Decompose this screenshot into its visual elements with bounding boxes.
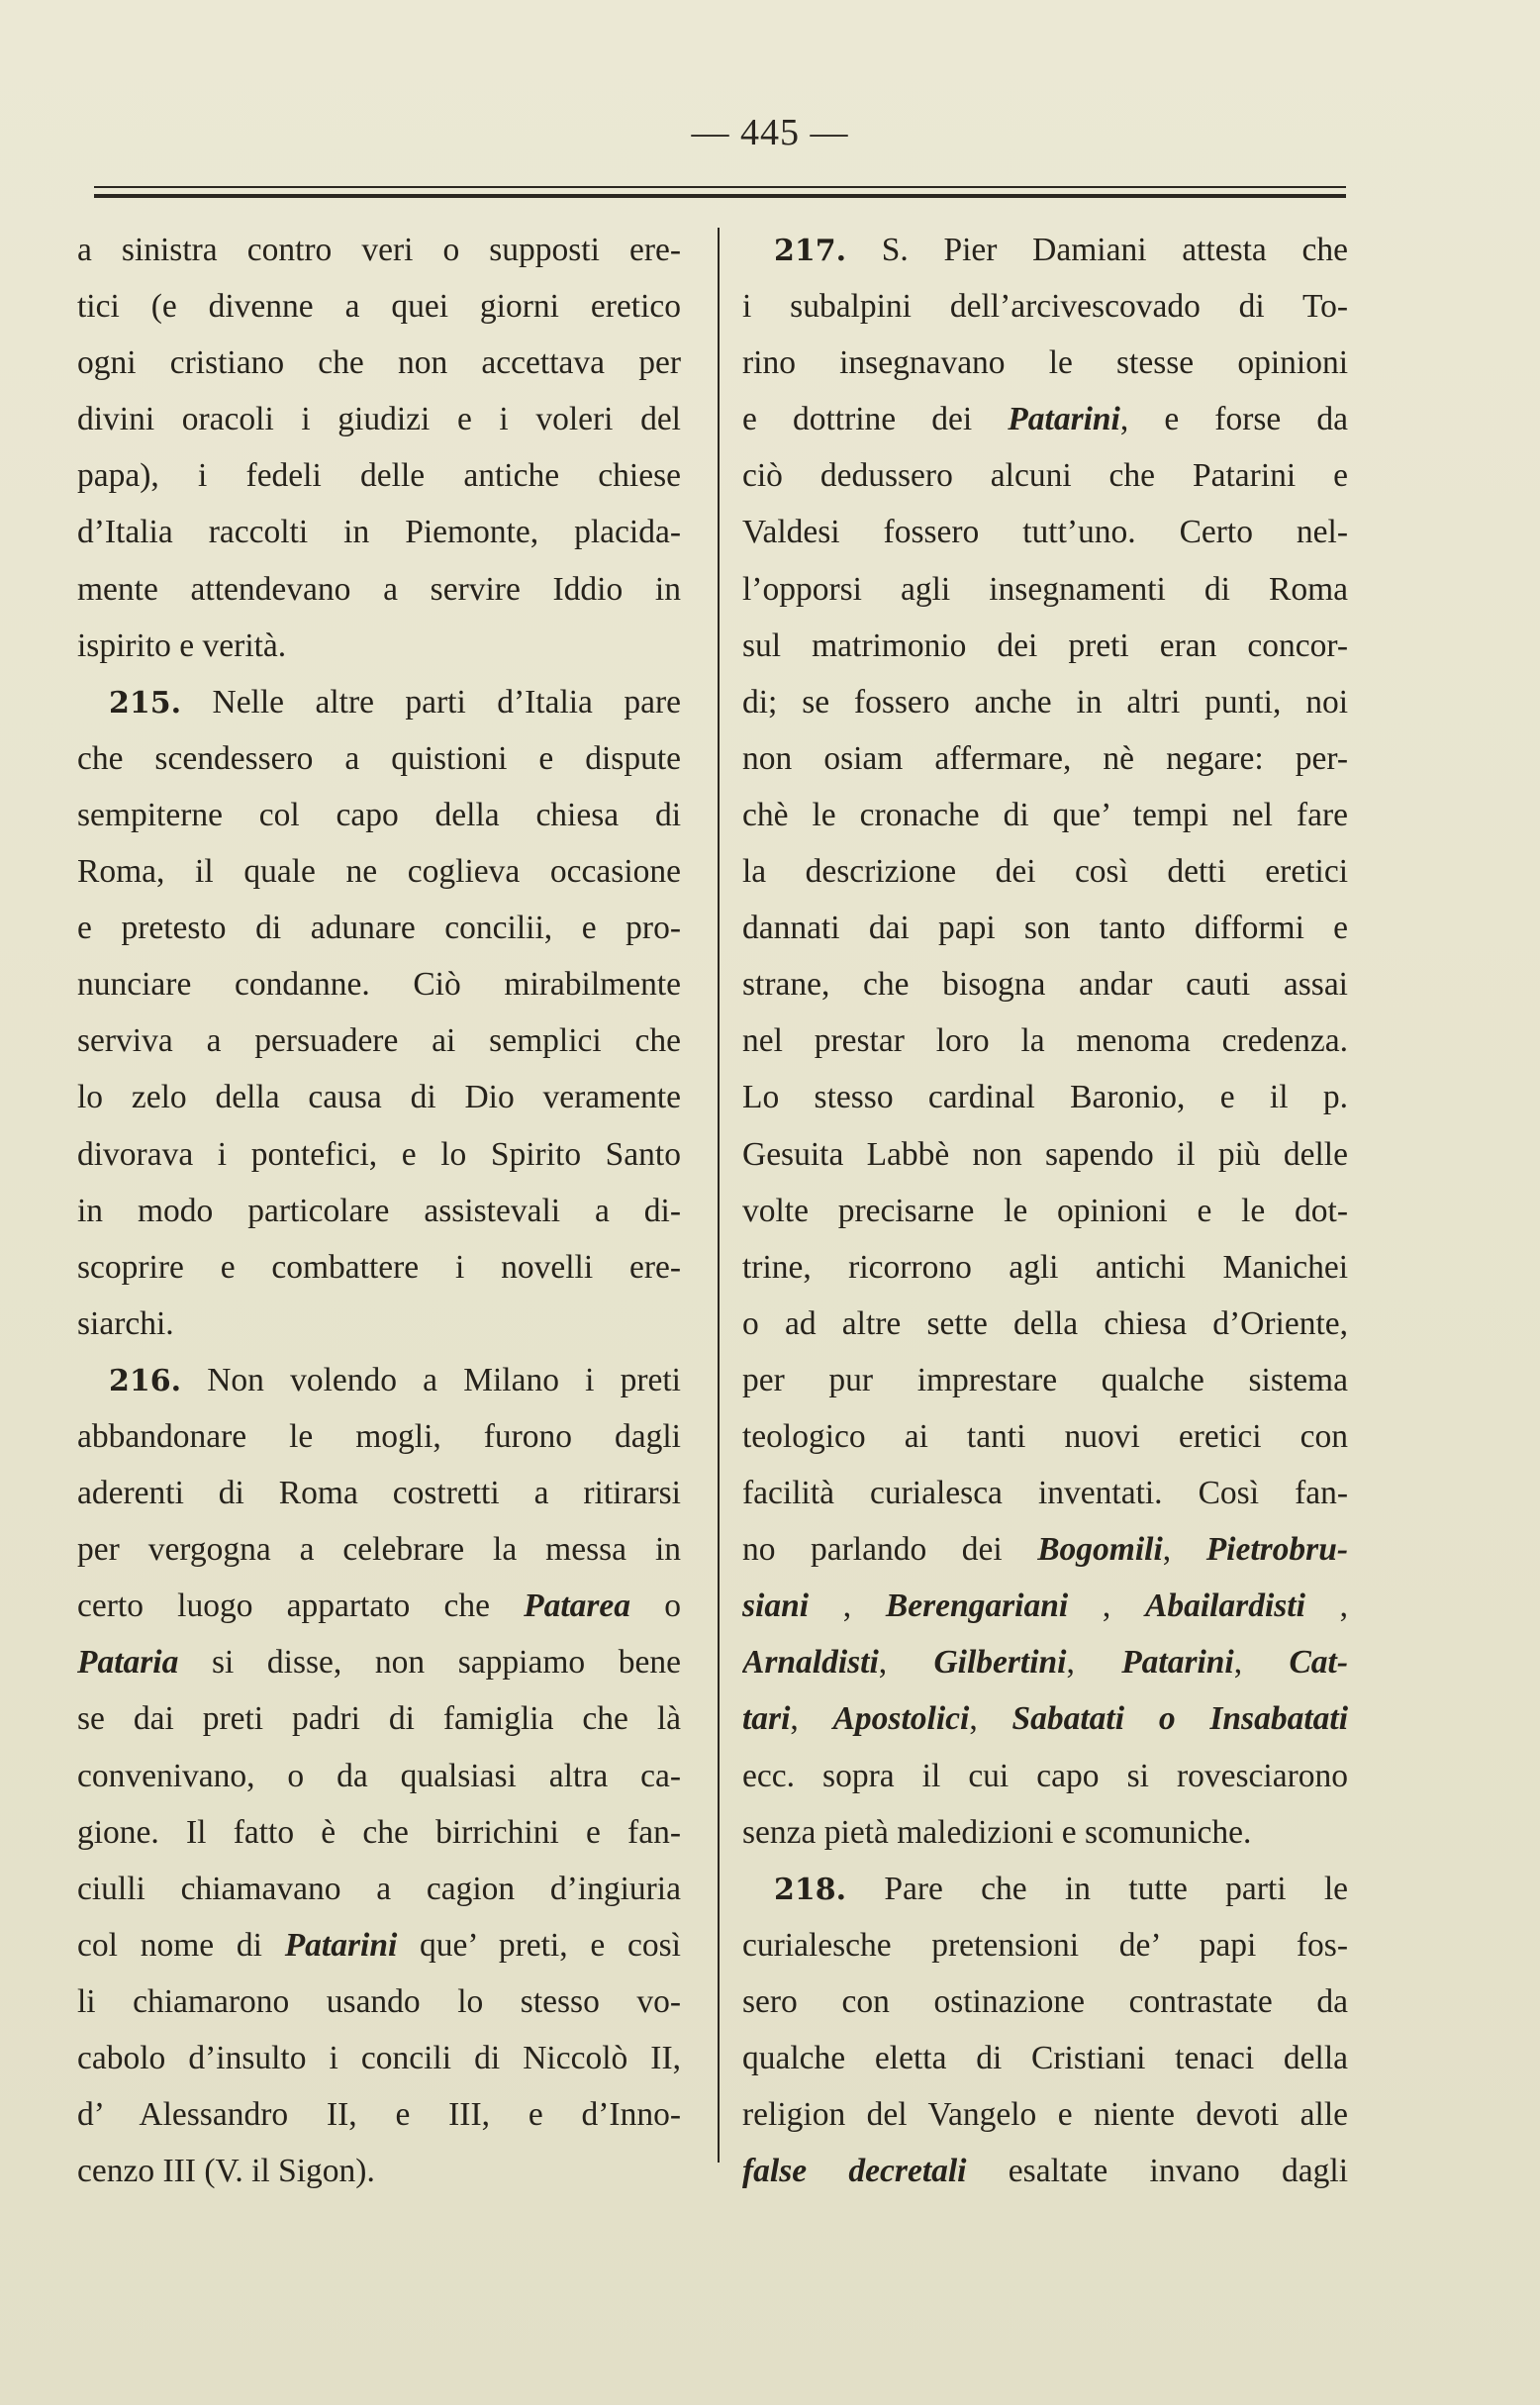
text-line — [77, 447, 681, 504]
text-run: ispirito e verità. — [77, 626, 287, 664]
text-line — [742, 222, 1348, 278]
text-run: gione. Il fatto è che birrichini e fan- — [77, 1813, 681, 1851]
text-line — [77, 1634, 681, 1690]
text-line — [742, 1521, 1348, 1578]
text-line — [77, 2086, 681, 2143]
text-run: Pare che in tutte parti le — [846, 1870, 1348, 1907]
text-run: cenzo III (V. il Sigon). — [77, 2153, 375, 2190]
text-run: cabolo d’insulto i concili di Niccolò II, — [77, 2040, 681, 2076]
text-line — [742, 335, 1348, 391]
text-line — [77, 1012, 681, 1069]
text-line — [742, 787, 1348, 843]
text-run: sero con ostinazione contrastate da — [742, 1982, 1348, 2020]
text-line — [77, 956, 681, 1012]
italic-term: Pataria — [77, 1644, 179, 1682]
text-run: , — [969, 1700, 1012, 1738]
text-line — [742, 1748, 1348, 1804]
text-run: religion del Vangelo e niente devoti alle — [742, 2096, 1348, 2134]
text-run: serviva a persuadere ai semplici che — [77, 1022, 681, 1060]
text-line — [742, 1917, 1348, 1973]
text-run: Roma, il quale ne coglieva occasione — [77, 853, 681, 891]
text-run: , — [878, 1644, 934, 1682]
text-run: siarchi. — [77, 1304, 174, 1342]
text-run: no parlando dei — [742, 1531, 1038, 1569]
text-line — [742, 1634, 1348, 1690]
text-run: teologico ai tanti nuovi eretici con — [742, 1417, 1348, 1455]
text-line — [742, 1465, 1348, 1521]
text-line — [77, 1917, 681, 1973]
text-line — [77, 1861, 681, 1917]
text-run: aderenti di Roma costretti a ritirarsi — [77, 1475, 681, 1512]
paragraph-number: 215. — [109, 685, 182, 721]
text-run: facilità curialesca inventati. Così fan- — [742, 1475, 1348, 1512]
text-line — [742, 843, 1348, 900]
italic-term: siani — [742, 1587, 810, 1625]
text-run: l’opporsi agli insegnamenti di Roma — [742, 570, 1348, 608]
text-line — [77, 1296, 681, 1352]
text-line — [77, 730, 681, 787]
text-run: certo luogo appartato che — [77, 1587, 525, 1625]
italic-term: Apostolici — [832, 1700, 970, 1738]
italic-term: Bogomili — [1037, 1531, 1163, 1569]
text-line — [742, 1690, 1348, 1747]
text-line — [77, 618, 681, 674]
text-run: abbandonare le mogli, furono dagli — [77, 1417, 681, 1455]
text-line — [77, 674, 681, 730]
text-line — [742, 2143, 1348, 2199]
text-line — [742, 278, 1348, 335]
text-run: , — [1066, 1644, 1122, 1682]
text-line — [77, 1352, 681, 1408]
italic-term: Patarea — [524, 1587, 631, 1625]
text-run: mente attendevano a servire Iddio in — [77, 570, 681, 608]
italic-term: Patarini — [1121, 1644, 1234, 1682]
italic-term: Gilbertini — [933, 1644, 1067, 1682]
text-line — [77, 1183, 681, 1239]
text-run: ecc. sopra il cui capo si rovesciarono — [742, 1757, 1348, 1794]
text-line — [77, 561, 681, 618]
text-line — [742, 900, 1348, 956]
text-line — [742, 618, 1348, 674]
text-run: esaltate invano dagli — [966, 2153, 1348, 2190]
text-run: ciò dedussero alcuni che Patarini e — [742, 457, 1348, 495]
text-line — [742, 561, 1348, 618]
text-run: se dai preti padri di famiglia che là — [77, 1700, 681, 1738]
text-line — [742, 1861, 1348, 1917]
text-line — [77, 1690, 681, 1747]
text-run: lo zelo della causa di Dio veramente — [77, 1079, 681, 1116]
italic-term: Abailardisti — [1144, 1587, 1305, 1625]
text-run: , — [1162, 1531, 1206, 1569]
text-line — [77, 843, 681, 900]
italic-term: Pietrobru- — [1205, 1531, 1348, 1569]
text-line — [77, 504, 681, 560]
text-run: , — [790, 1700, 833, 1738]
text-run: trine, ricorrono agli antichi Manichei — [742, 1248, 1348, 1286]
text-run: , — [809, 1587, 886, 1625]
text-line — [742, 504, 1348, 560]
right-text-column — [742, 222, 1348, 2199]
text-line — [77, 1748, 681, 1804]
text-line — [742, 674, 1348, 730]
text-run: ogni cristiano che non accettava per — [77, 344, 681, 382]
text-line — [742, 1578, 1348, 1634]
text-line — [742, 1069, 1348, 1125]
text-run: di; se fossero anche in altri punti, noi — [742, 683, 1348, 721]
text-line — [77, 1239, 681, 1296]
text-line — [742, 2086, 1348, 2143]
text-run: Gesuita Labbè non sapendo il più delle — [742, 1135, 1348, 1173]
paragraph-number: 218. — [774, 1872, 847, 1907]
text-run: i subalpini dell’arcivescovado di To- — [742, 288, 1348, 326]
text-run: col nome di — [77, 1926, 285, 1964]
text-line — [77, 391, 681, 447]
header-rule-thick — [94, 194, 1346, 198]
text-run: , e forse da — [1119, 401, 1348, 438]
text-line — [742, 2030, 1348, 2086]
text-line — [742, 447, 1348, 504]
text-line — [77, 2030, 681, 2086]
text-line — [77, 1408, 681, 1465]
text-run: a sinistra contro veri o supposti ere- — [77, 232, 681, 268]
text-run: nel prestar loro la menoma credenza. — [742, 1022, 1348, 1060]
text-line — [742, 1183, 1348, 1239]
text-run: que’ preti, e così — [397, 1926, 681, 1964]
italic-term: tari — [742, 1700, 791, 1738]
text-run: li chiamarono usando lo stesso vo- — [77, 1982, 681, 2020]
text-run: e pretesto di adunare concilii, e pro- — [77, 910, 681, 947]
text-run: divini oracoli i giudizi e i voleri del — [77, 401, 681, 438]
italic-term: false decretali — [742, 2153, 967, 2190]
italic-term: Cat- — [1289, 1644, 1348, 1682]
text-run: nunciare condanne. Ciò mirabilmente — [77, 966, 681, 1004]
text-line — [742, 1408, 1348, 1465]
text-run: chè le cronache di que’ tempi nel fare — [742, 796, 1348, 833]
text-run: per vergogna a celebrare la messa in — [77, 1531, 681, 1569]
text-run: senza pietà maledizioni e scomuniche. — [742, 1813, 1252, 1851]
page-number: — 445 — — [691, 112, 849, 153]
text-run: Non volendo a Milano i preti — [181, 1361, 681, 1398]
text-line — [77, 1804, 681, 1861]
text-run: , — [1304, 1587, 1348, 1625]
text-line — [77, 1578, 681, 1634]
text-line — [742, 956, 1348, 1012]
text-run: che scendessero a quistioni e dispute — [77, 739, 681, 777]
text-run: ciulli chiamavano a cagion d’ingiuria — [77, 1870, 681, 1907]
text-line — [742, 1973, 1348, 2030]
text-run: sul matrimonio dei preti eran concor- — [742, 626, 1348, 664]
text-run: e dottrine dei — [742, 401, 1009, 438]
text-line — [742, 1012, 1348, 1069]
text-run: d’Italia raccolti in Piemonte, placida- — [77, 514, 681, 551]
text-line — [742, 1296, 1348, 1352]
text-line — [742, 1126, 1348, 1183]
text-line — [77, 222, 681, 278]
text-line — [742, 730, 1348, 787]
text-run: rino insegnavano le stesse opinioni — [742, 344, 1348, 382]
text-run: o — [630, 1587, 681, 1625]
text-run: , — [1068, 1587, 1145, 1625]
left-text-column — [77, 222, 681, 2199]
column-divider — [718, 228, 720, 2163]
text-run: sempiterne col capo della chiesa di — [77, 796, 681, 833]
text-line — [77, 335, 681, 391]
text-line — [77, 1126, 681, 1183]
text-run: Lo stesso cardinal Baronio, e il p. — [742, 1079, 1348, 1116]
text-run: S. Pier Damiani attesta che — [846, 232, 1348, 268]
text-run: curialesche pretensioni de’ papi fos- — [742, 1926, 1348, 1964]
text-run: papa), i fedeli delle antiche chiese — [77, 457, 681, 495]
text-run: per pur imprestare qualche sistema — [742, 1361, 1348, 1398]
text-line — [77, 900, 681, 956]
text-run: volte precisarne le opinioni e le dot- — [742, 1192, 1348, 1229]
header-rule-thin — [94, 186, 1346, 188]
text-line — [742, 391, 1348, 447]
paragraph-number: 217. — [774, 234, 847, 268]
text-line — [77, 787, 681, 843]
text-run: dannati dai papi son tanto difformi e — [742, 910, 1348, 947]
text-run: strane, che bisogna andar cauti assai — [742, 966, 1348, 1004]
italic-term: Berengariani — [885, 1587, 1069, 1625]
text-line — [77, 2143, 681, 2199]
text-line — [77, 1069, 681, 1125]
text-run: d’ Alessandro II, e III, e d’Inno- — [77, 2096, 681, 2134]
italic-term: Patarini — [284, 1926, 398, 1964]
text-line — [742, 1352, 1348, 1408]
text-run: si disse, non sappiamo bene — [178, 1644, 681, 1682]
italic-term: Arnaldisti — [742, 1644, 879, 1682]
text-line — [77, 1521, 681, 1578]
italic-term: Patarini — [1008, 401, 1120, 438]
text-line — [77, 278, 681, 335]
text-run: scoprire e combattere i novelli ere- — [77, 1248, 681, 1286]
text-run: in modo particolare assistevali a di- — [77, 1192, 681, 1229]
text-run: non osiam affermare, nè negare: per- — [742, 739, 1348, 777]
text-run: , — [1233, 1644, 1290, 1682]
text-run: tici (e divenne a quei giorni eretico — [77, 288, 681, 326]
text-run: qualche eletta di Cristiani tenaci della — [742, 2040, 1348, 2076]
text-run: Valdesi fossero tutt’uno. Certo nel- — [742, 514, 1348, 551]
text-run: o ad altre sette della chiesa d’Oriente, — [742, 1304, 1348, 1342]
text-line — [742, 1804, 1348, 1861]
paragraph-number: 216. — [109, 1363, 182, 1398]
text-line — [77, 1465, 681, 1521]
text-run: Nelle altre parti d’Italia pare — [181, 683, 681, 721]
text-run: divorava i pontefici, e lo Spirito Santo — [77, 1135, 681, 1173]
text-run: la descrizione dei così detti eretici — [742, 853, 1348, 891]
text-run: convenivano, o da qualsiasi altra ca- — [77, 1757, 681, 1794]
text-line — [742, 1239, 1348, 1296]
italic-term: Sabatati o Insabatati — [1011, 1700, 1348, 1738]
text-line — [77, 1973, 681, 2030]
